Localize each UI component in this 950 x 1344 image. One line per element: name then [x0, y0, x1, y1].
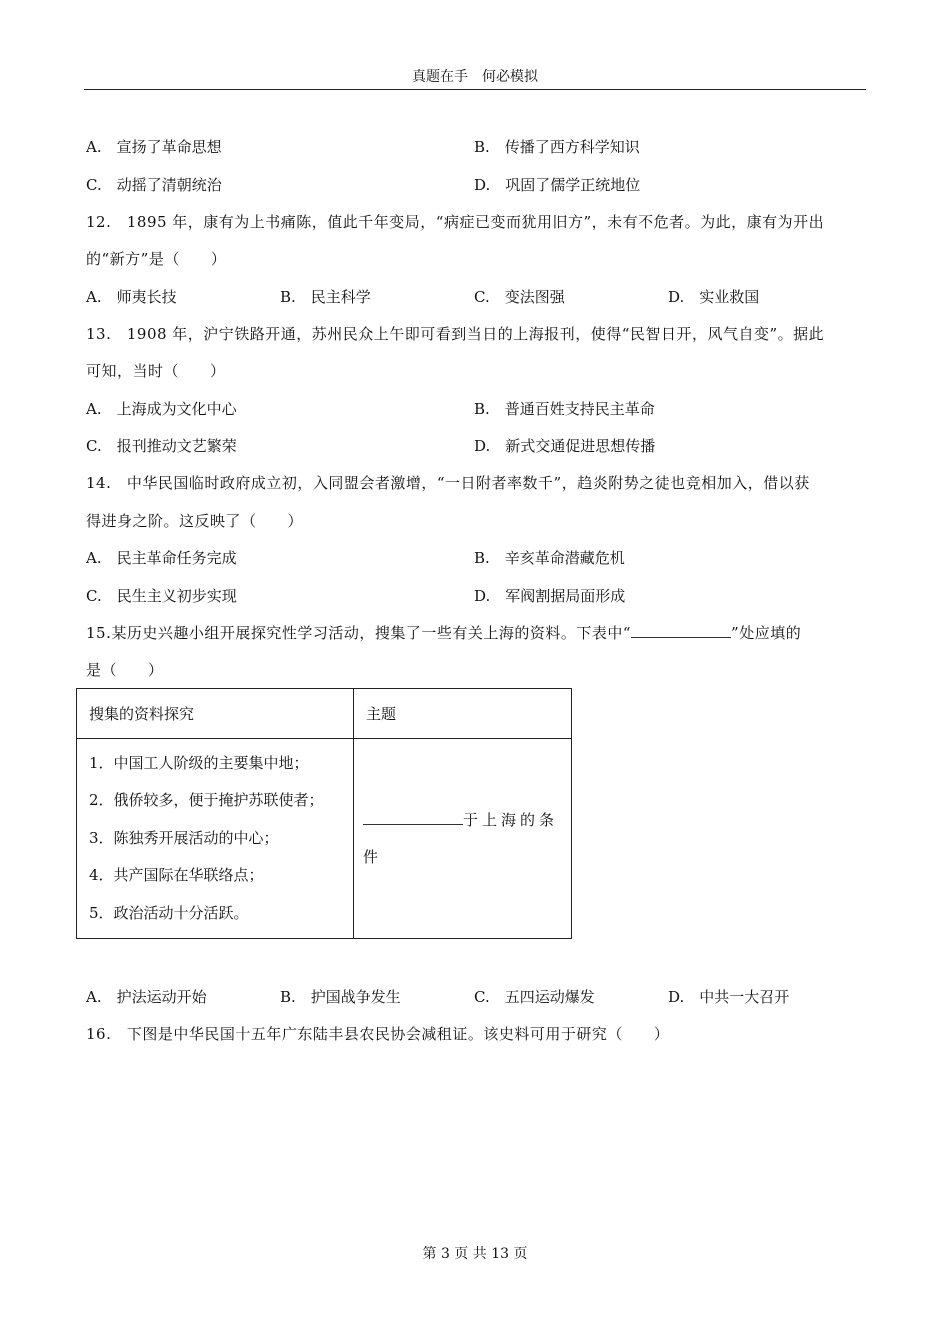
topic-blank: [363, 812, 463, 825]
q15-option-c: C. 五四运动爆发: [474, 988, 595, 1006]
q12-option-a: A. 师夷长技: [86, 288, 177, 306]
q14-stem-line2: 得进身之阶。这反映了（ ）: [86, 512, 304, 530]
table-item: 4．共产国际在华联络点；: [89, 866, 264, 885]
q13-stem-line2: 可知，当时（ ）: [86, 362, 226, 380]
q15-stem-post: ”处应填的: [731, 624, 802, 642]
topic-text: 于上海的条件: [363, 810, 559, 866]
header-rule: [84, 89, 866, 90]
table-materials-cell: [77, 739, 354, 939]
table-header-materials: 搜集的资料探究: [77, 689, 354, 739]
q15-stem-line2: 是（ ）: [86, 661, 164, 679]
page-header: 真题在手 何必模拟: [412, 69, 538, 85]
q12-stem-line1: 12. 1895 年，康有为上书痛陈，值此千年变局，“病症已变而犹用旧方”，未有不危者。为此，康有为开出: [86, 213, 825, 231]
q13-option-b: B. 普通百姓支持民主革命: [474, 400, 655, 418]
q13-stem-line1: 13. 1908 年，沪宁铁路开通，苏州民众上午即可看到当日的上海报刊，使得“民智日开，风气自变”。据此: [86, 325, 825, 343]
q14-option-a: A. 民主革命任务完成: [86, 549, 237, 567]
q15-stem-line1: [86, 622, 801, 643]
q12-option-c: C. 变法图强: [474, 288, 565, 306]
q16-stem-line1: 16. 下图是中华民国十五年广东陆丰县农民协会减租证。该史料可用于研究（ ）: [86, 1025, 670, 1043]
q14-option-d: D. 军阀割据局面形成: [474, 587, 626, 605]
q15-stem-pre: 15.某历史兴趣小组开展探究性学习活动，搜集了一些有关上海的资料。下表中“: [86, 624, 632, 642]
q14-stem-line1: 14. 中华民国临时政府成立初，入同盟会者激增，“一日附者率数千”，趋炎附势之徒也竞相加入，借以获: [86, 474, 810, 492]
q12-stem-line2: 的“新方”是（ ）: [86, 250, 227, 268]
q14-option-b: B. 辛亥革命潜藏危机: [474, 549, 625, 567]
table-item: 3．陈独秀开展活动的中心；: [89, 828, 279, 847]
q13-option-d: D. 新式交通促进思想传播: [474, 437, 656, 455]
q13-option-c: C. 报刊推动文艺繁荣: [86, 437, 237, 455]
q12-option-d: D. 实业救国: [668, 288, 760, 306]
q11-option-c: C. 动摇了清朝统治: [86, 176, 222, 194]
table-item: 2．俄侨较多，便于掩护苏联使者；: [89, 791, 324, 810]
table-header-topic: 主题: [354, 689, 572, 739]
table-item: 1．中国工人阶级的主要集中地；: [89, 753, 309, 772]
q15-option-a: A. 护法运动开始: [86, 988, 207, 1006]
table-item: 5．政治活动十分活跃。: [89, 903, 249, 922]
q11-option-a: A. 宣扬了革命思想: [86, 138, 222, 156]
answer-blank: [631, 625, 731, 638]
q12-option-b: B. 民主科学: [280, 288, 371, 306]
q11-option-d: D. 巩固了儒学正统地位: [474, 176, 641, 194]
q14-option-c: C. 民生主义初步实现: [86, 587, 237, 605]
q13-option-a: A. 上海成为文化中心: [86, 400, 237, 418]
table-topic-cell: [354, 739, 572, 939]
page-footer: 第 3 页 共 13 页: [422, 1246, 528, 1262]
q15-option-b: B. 护国战争发生: [280, 988, 401, 1006]
q15-option-d: D. 中共一大召开: [668, 988, 790, 1006]
q11-option-b: B. 传播了西方科学知识: [474, 138, 640, 156]
q15-table: [76, 688, 572, 939]
